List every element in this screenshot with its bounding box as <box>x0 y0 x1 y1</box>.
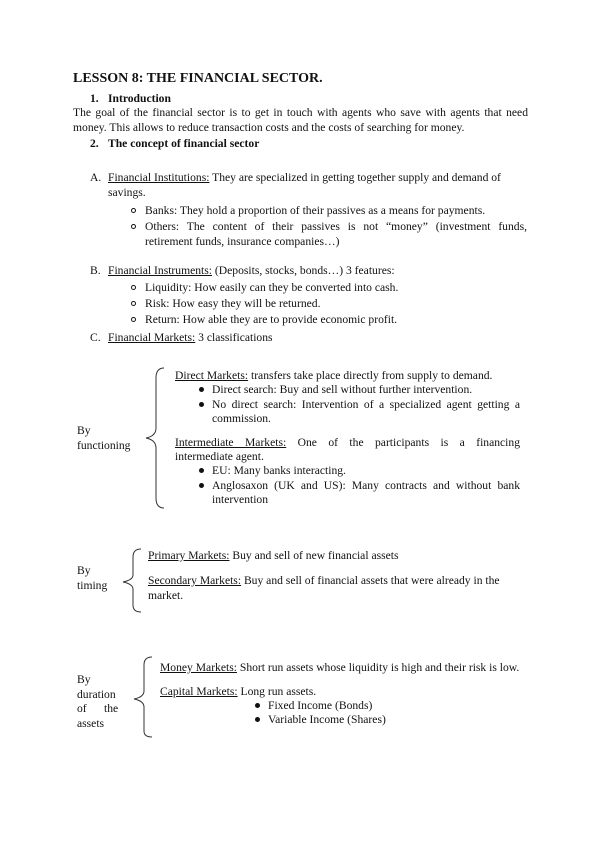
group-label: timing <box>77 579 108 592</box>
definition: Short run assets whose liquidity is high and their risk is low. <box>236 661 520 674</box>
secondary-markets <box>148 574 500 588</box>
group-label: of <box>77 702 87 715</box>
term: Direct Markets: <box>175 369 249 382</box>
paragraph-line: The goal of the financial sector is to get in touch with agents who save with agents that need <box>73 106 528 119</box>
group-label: By <box>77 424 91 437</box>
brace-icon <box>140 364 170 512</box>
section-heading: Introduction <box>108 92 171 105</box>
bullet-icon <box>255 703 260 708</box>
group-label: the <box>104 702 119 715</box>
definition: They are specialized in getting together supply and demand of <box>209 171 501 184</box>
term: Financial Institutions: <box>108 171 210 184</box>
definition: Buy and sell of new financial assets <box>229 549 399 562</box>
bullet-item: EU: Many banks interacting. <box>212 464 346 477</box>
bullet-icon <box>199 387 204 392</box>
term: Secondary Markets: <box>148 574 242 587</box>
bullet-icon <box>199 468 204 473</box>
circle-bullet-icon <box>131 285 136 290</box>
circle-bullet-icon <box>131 301 136 306</box>
sub-item-cont: retirement funds, insurance companies…) <box>145 235 340 248</box>
definition: transfers take place directly from supply to demand. <box>248 369 493 382</box>
circle-bullet-icon <box>131 317 136 322</box>
bullet-icon <box>199 483 204 488</box>
direct-markets <box>175 369 492 383</box>
group-label: duration <box>77 688 116 701</box>
list-letter: C. <box>90 331 101 344</box>
definition: Buy and sell of financial assets that were already in the <box>241 574 500 587</box>
capital-markets <box>160 685 316 699</box>
intermediate-markets <box>175 436 520 450</box>
bullet-item: Direct search: Buy and sell without further intervention. <box>212 383 473 396</box>
definition: (Deposits, stocks, bonds…) 3 features: <box>212 264 395 277</box>
term: Primary Markets: <box>148 549 230 562</box>
primary-markets <box>148 549 399 563</box>
sub-item: Return: How able they are to provide economic profit. <box>145 313 398 326</box>
list-item <box>108 331 273 345</box>
group-label: assets <box>77 717 105 730</box>
term: Financial Markets: <box>108 331 196 344</box>
term: Financial Instruments: <box>108 264 213 277</box>
list-item-cont: savings. <box>108 186 146 199</box>
bullet-item-cont: commission. <box>212 412 271 425</box>
definition-cont: intermediate agent. <box>175 450 264 463</box>
paragraph-line: money. This allows to reduce transaction costs and the costs of searching for money. <box>73 121 465 134</box>
section-number: 2. <box>90 137 99 150</box>
definition: One of the participants is a financing <box>286 436 520 449</box>
term: Capital Markets: <box>160 685 238 698</box>
money-markets <box>160 661 519 675</box>
brace-icon <box>128 653 158 741</box>
list-letter: A. <box>90 171 102 184</box>
list-item <box>108 264 395 278</box>
section-heading: The concept of financial sector <box>108 137 260 150</box>
list-letter: B. <box>90 264 101 277</box>
bullet-item: Variable Income (Shares) <box>268 713 386 726</box>
bullet-item: Fixed Income (Bonds) <box>268 699 373 712</box>
bullet-item-cont: intervention <box>212 493 269 506</box>
group-label: By <box>77 564 91 577</box>
definition: Long run assets. <box>237 685 317 698</box>
bullet-item: No direct search: Intervention of a specialized agent getting a <box>212 398 520 411</box>
group-label: By <box>77 673 91 686</box>
circle-bullet-icon <box>131 208 136 213</box>
definition: 3 classifications <box>195 331 273 344</box>
section-number: 1. <box>90 92 99 105</box>
bullet-icon <box>199 402 204 407</box>
page-title: LESSON 8: THE FINANCIAL SECTOR. <box>73 71 323 86</box>
circle-bullet-icon <box>131 224 136 229</box>
bullet-item: Anglosaxon (UK and US): Many contracts and without bank <box>212 479 520 492</box>
term: Money Markets: <box>160 661 237 674</box>
brace-icon <box>117 545 147 615</box>
sub-item: Others: The content of their passives is not “money” (investment funds, <box>145 220 527 233</box>
group-label: functioning <box>77 439 131 452</box>
sub-item: Risk: How easy they will be returned. <box>145 297 321 310</box>
term: Intermediate Markets: <box>175 436 287 449</box>
definition-cont: market. <box>148 589 184 602</box>
bullet-icon <box>255 717 260 722</box>
sub-item: Banks: They hold a proportion of their passives as a means for payments. <box>145 204 486 217</box>
sub-item: Liquidity: How easily can they be converted into cash. <box>145 281 399 294</box>
list-item <box>108 171 501 185</box>
